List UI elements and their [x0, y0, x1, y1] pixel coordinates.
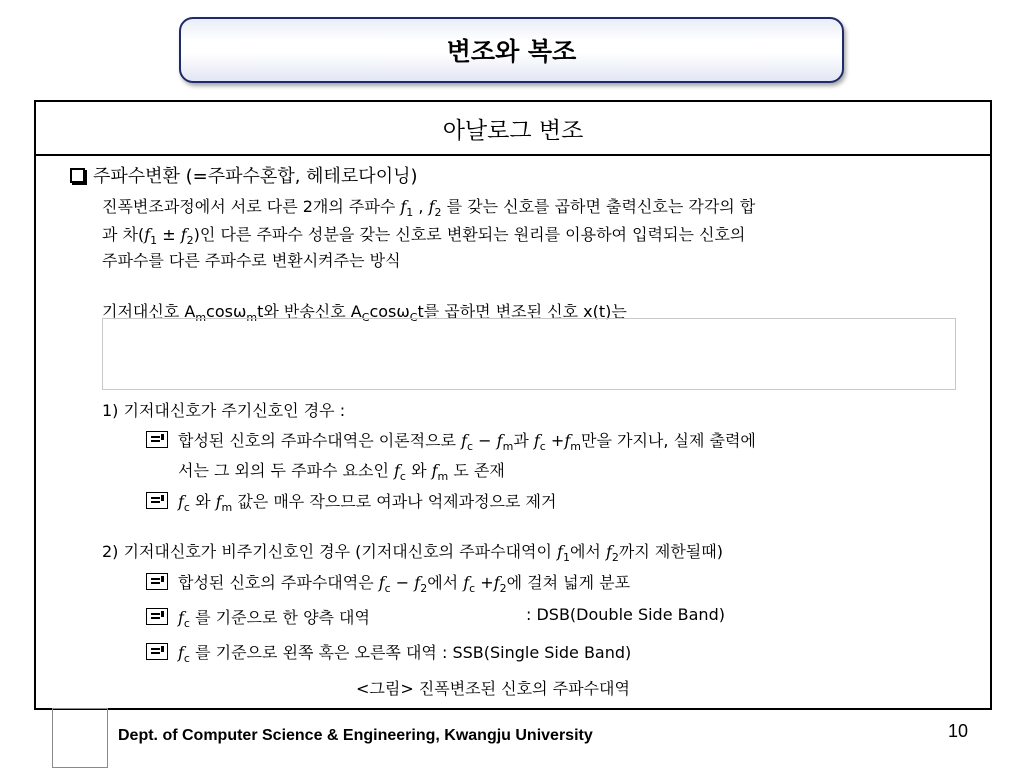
case2-bullet-1: [146, 570, 630, 595]
subscript: m: [437, 470, 449, 484]
subscript: c: [183, 501, 190, 515]
intro-text: 진폭변조과정에서 서로 다른 2개의 주파수: [102, 197, 401, 216]
f-symbol: f: [557, 542, 563, 561]
case2-bullet-2: [146, 605, 370, 630]
bullet-text: 에 걸쳐 넓게 분포: [506, 573, 631, 592]
intro-line-1: [102, 194, 755, 219]
intro-text: ,: [413, 197, 429, 216]
case1-bullet-1-cont: [178, 458, 505, 483]
intro-line-2: [102, 222, 745, 247]
f-symbol: f: [215, 492, 222, 511]
f-symbol: f: [496, 431, 503, 450]
section-heading: [70, 162, 418, 188]
minus: −: [473, 431, 497, 450]
subscript: c: [539, 440, 546, 454]
f-symbol: f: [378, 573, 385, 592]
f-symbol: f: [178, 608, 184, 627]
intro-text: 과 차(: [102, 225, 145, 244]
f-symbol: f: [463, 573, 470, 592]
subscript: c: [183, 617, 190, 631]
subscript: m: [502, 440, 514, 454]
formula-text: 기저대신호 A: [102, 302, 196, 321]
slide-title: 변조와 복조: [446, 37, 577, 66]
subscript: c: [183, 652, 190, 666]
note-bullet-icon: [146, 643, 168, 660]
f-symbol: f: [178, 643, 184, 662]
page-number: 10: [948, 721, 969, 741]
subscript: C: [409, 311, 418, 325]
subscript: m: [195, 311, 207, 325]
footer-decoration: [52, 708, 108, 768]
subscript: C: [361, 311, 370, 325]
subscript: 2: [434, 206, 442, 220]
intro-text: )인 다른 주파수 성분을 갖는 신호로 변환되는 원리를 이용하여 입력되는 신호의: [193, 225, 746, 244]
box-header-title: 아날로그 변조: [442, 117, 584, 144]
bullet-text: 와: [405, 461, 432, 480]
case1-bullet-2: [146, 489, 556, 514]
subscript: c: [467, 440, 474, 454]
f-symbol: f: [178, 492, 184, 511]
subscript: 1: [150, 234, 158, 248]
subscript: c: [384, 582, 391, 596]
dsb-text: : DSB(Double Side Band): [526, 605, 725, 624]
box-header: [36, 102, 990, 156]
case2-heading: [102, 539, 723, 564]
subscript: 2: [611, 551, 619, 565]
subscript: m: [570, 440, 581, 454]
footer: Dept. of Computer Science & Engineering, Kwangju University: [118, 727, 593, 744]
intro-text: 를 갖는 신호를 곱하면 출력신호는 각각의 합: [441, 197, 756, 216]
title-banner: [179, 17, 844, 83]
figure-caption: [356, 676, 630, 699]
bullet-text: 합성된 신호의 주파수대역은: [178, 573, 379, 592]
intro-text: 주파수를 다른 주파수로 변환시켜주는 방식: [102, 251, 401, 270]
bullet-text: 도 존재: [448, 461, 505, 480]
formula-text: t와 반송신호 A: [257, 302, 362, 321]
case2-heading-text: 2) 기저대신호가 비주기신호인 경우 (기저대신호의 주파수대역이: [102, 542, 558, 561]
minus: −: [390, 573, 415, 592]
f-symbol: f: [400, 197, 407, 216]
bullet-text: 만을 가지나, 실제 출력에: [580, 431, 756, 450]
intro-line-3: [102, 248, 401, 271]
formula-text: cosω: [206, 302, 247, 321]
f-symbol: f: [461, 431, 468, 450]
f-symbol: f: [428, 197, 435, 216]
case1-heading: [102, 398, 345, 421]
f-symbol: f: [414, 573, 421, 592]
case2-heading-text: 까지 제한될때): [618, 542, 723, 561]
plus: +: [475, 573, 494, 592]
subscript: 2: [186, 234, 194, 248]
bullet-text: 과: [513, 431, 534, 450]
case2-dsb-label: [526, 605, 725, 624]
note-bullet-icon: [146, 608, 168, 625]
case2-bullet-3: [146, 640, 631, 665]
f-symbol: f: [180, 225, 187, 244]
bullet-text: 와: [189, 492, 216, 511]
note-bullet-icon: [146, 573, 168, 590]
case2-heading-text: 에서: [569, 542, 606, 561]
plus-minus: ±: [157, 225, 181, 244]
bullet-text: 를 기준으로 왼쪽 혹은 오른쪽 대역 : SSB(Single Side Band): [189, 643, 632, 662]
subscript: c: [399, 470, 406, 484]
square-bullet-icon: [70, 168, 85, 183]
section-heading-text: 주파수변환 (=주파수혼합, 헤테로다이닝): [93, 166, 418, 187]
f-symbol: f: [533, 431, 540, 450]
subscript: c: [469, 582, 476, 596]
caption-text: <그림> 진폭변조된 신호의 주파수대역: [356, 679, 630, 698]
f-symbol: f: [564, 431, 571, 450]
bullet-text: 에서: [427, 573, 464, 592]
bullet-text: 값은 매우 작으므로 여과나 억제과정으로 제거: [232, 492, 557, 511]
plus: +: [545, 431, 565, 450]
formula-text: t를 곱하면 변조된 신호 x(t)는: [417, 302, 627, 321]
f-symbol: f: [431, 461, 438, 480]
note-bullet-icon: [146, 492, 168, 509]
subscript: 2: [499, 582, 507, 596]
f-symbol: f: [394, 461, 400, 480]
subscript: 1: [406, 206, 414, 220]
f-symbol: f: [144, 225, 151, 244]
bullet-text: 를 기준으로 한 양측 대역: [189, 608, 370, 627]
subscript: 1: [562, 551, 570, 565]
subscript: 2: [420, 582, 428, 596]
formula-placeholder: [102, 318, 956, 390]
bullet-text: 합성된 신호의 주파수대역은 이론적으로: [178, 431, 462, 450]
f-symbol: f: [605, 542, 612, 561]
formula-text: cosω: [369, 302, 410, 321]
case1-heading-text: 1) 기저대신호가 주기신호인 경우 :: [102, 401, 346, 420]
subscript: m: [221, 501, 233, 515]
case1-bullet-1: [146, 428, 756, 453]
bullet-text: 서는 그 외의 두 주파수 요소인: [178, 461, 394, 480]
subscript: m: [246, 311, 258, 325]
f-symbol: f: [493, 573, 500, 592]
note-bullet-icon: [146, 431, 168, 448]
